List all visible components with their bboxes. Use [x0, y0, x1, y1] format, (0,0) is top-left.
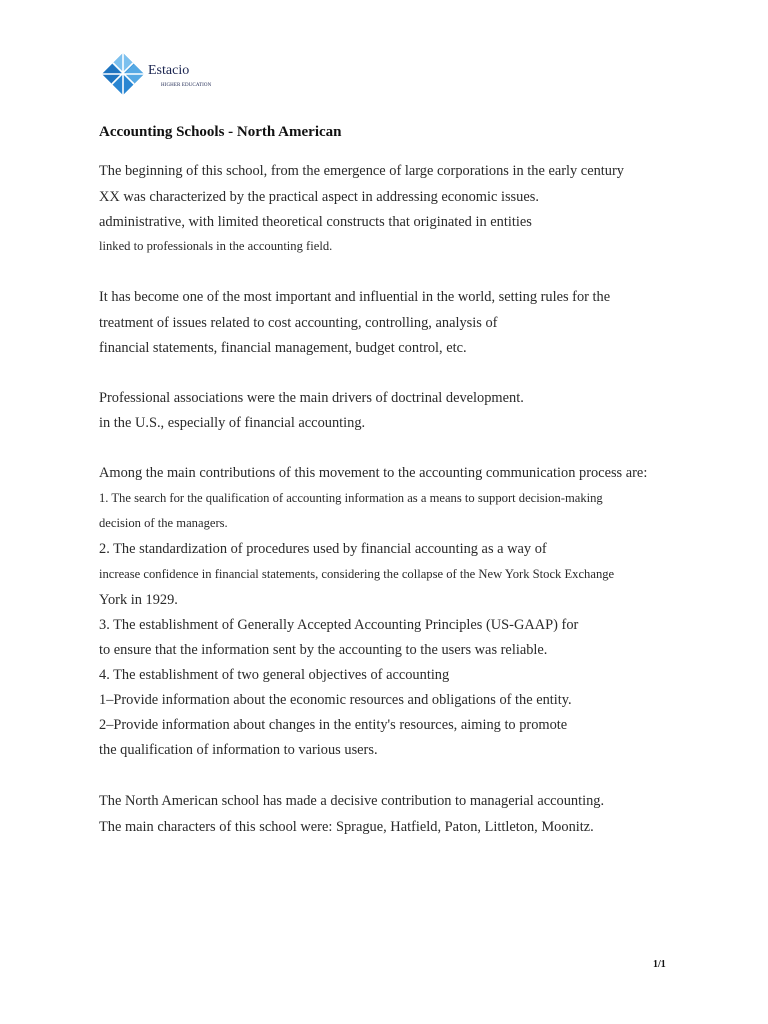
text-line: treatment of issues related to cost accounting, controlling, analysis of [99, 315, 498, 331]
text-line: The North American school has made a decisive contribution to managerial accounting. [99, 793, 605, 809]
text-line: York in 1929. [99, 592, 178, 608]
text-line: 1. The search for the qualification of accounting information as a means to support decision-making [99, 491, 603, 505]
text-line: the qualification of information to various users. [99, 742, 378, 758]
text-line: decision of the managers. [99, 516, 228, 530]
logo-name: Estacio [148, 63, 190, 78]
text-line: It has become one of the most important and influential in the world, setting rules for the [99, 289, 611, 305]
text-line: 4. The establishment of two general objectives of accounting [99, 667, 450, 683]
text-line: 2. The standardization of procedures used by financial accounting as a way of [99, 541, 547, 557]
text-line: in the U.S., especially of financial accounting. [99, 415, 366, 431]
document-title: Accounting Schools - North American [99, 124, 342, 140]
text-line: increase confidence in financial statements, considering the collapse of the New York Stock Exchange [99, 567, 615, 581]
text-line: Among the main contributions of this movement to the accounting communication process are: [99, 465, 648, 481]
logo-subtitle: HIGHER EDUCATION [161, 83, 212, 88]
text-line: XX was characterized by the practical aspect in addressing economic issues. [99, 189, 539, 205]
text-line: 2–Provide information about changes in the entity's resources, aiming to promote [99, 717, 568, 733]
diamond-grid-icon [101, 52, 145, 96]
text-line: linked to professionals in the accounting field. [99, 239, 333, 253]
text-line: 1–Provide information about the economic resources and obligations of the entity. [99, 692, 572, 708]
page-indicator: 1/1 [653, 959, 666, 970]
text-line: 3. The establishment of Generally Accepted Accounting Principles (US-GAAP) for [99, 617, 579, 633]
text-line: Professional associations were the main drivers of doctrinal development. [99, 390, 524, 406]
text-line: to ensure that the information sent by the accounting to the users was reliable. [99, 642, 548, 658]
text-line: The beginning of this school, from the emergence of large corporations in the early century [99, 163, 624, 179]
text-line: administrative, with limited theoretical constructs that originated in entities [99, 214, 532, 230]
text-line: The main characters of this school were: Sprague, Hatfield, Paton, Littleton, Moonitz. [99, 819, 594, 835]
text-line: financial statements, financial management, budget control, etc. [99, 340, 467, 356]
estacio-logo [99, 49, 229, 97]
